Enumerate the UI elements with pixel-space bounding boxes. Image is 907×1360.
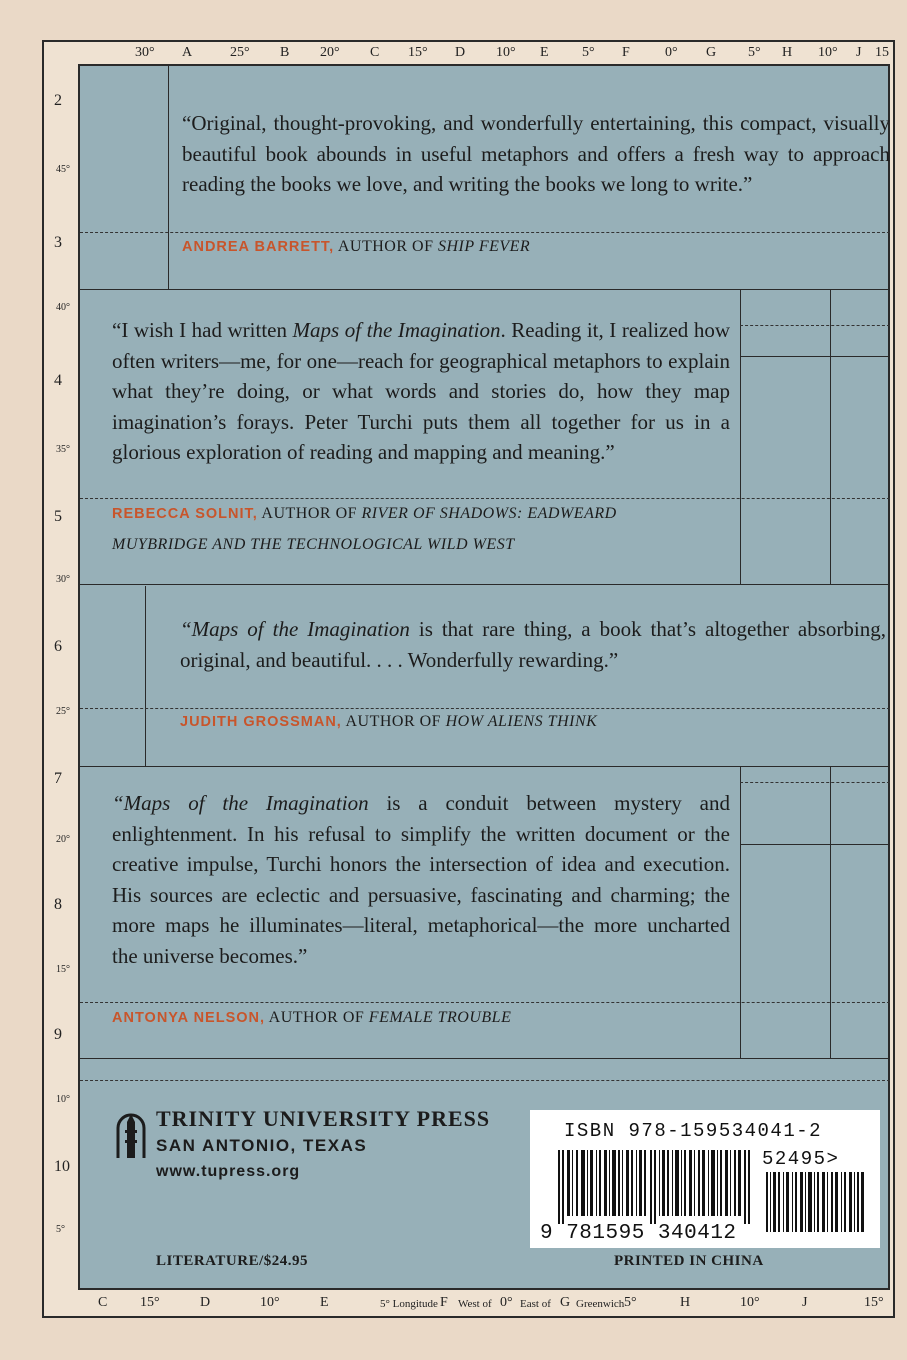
ruler-label: 5° Longitude — [380, 1298, 438, 1310]
grid-line — [145, 586, 146, 766]
ruler-label: 5° — [582, 45, 595, 60]
blurb-work-title: MUYBRIDGE AND THE TECHNOLOGICAL WILD WEST — [112, 536, 515, 553]
blurb-quote — [112, 788, 730, 971]
dashed-parallel — [80, 232, 890, 233]
blurb-author-of: AUTHOR OF — [261, 505, 358, 522]
blurb-work-title: SHIP FEVER — [437, 238, 531, 255]
blurb-attribution — [112, 505, 617, 523]
blurb-author-of: AUTHOR OF — [268, 1009, 365, 1026]
dashed-parallel — [80, 1080, 890, 1081]
bottom-longitude-ruler — [80, 1292, 890, 1314]
ruler-label: C — [98, 1295, 108, 1310]
grid-line — [740, 356, 890, 357]
ruler-label: Greenwich — [576, 1298, 625, 1310]
ruler-number: 2 — [54, 92, 62, 109]
top-longitude-ruler — [80, 42, 890, 64]
ruler-label: 0° — [665, 45, 678, 60]
ruler-label: 15° — [140, 1295, 160, 1310]
ruler-label: 10° — [260, 1295, 280, 1310]
blurb-work-title: FEMALE TROUBLE — [368, 1009, 512, 1026]
left-latitude-ruler — [44, 64, 78, 1290]
ruler-label: 0° — [500, 1295, 513, 1310]
ruler-label: 5° — [748, 45, 761, 60]
grid-line — [830, 766, 831, 1058]
publisher-city: SAN ANTONIO, TEXAS — [156, 1136, 368, 1155]
ruler-label: G — [706, 45, 717, 60]
grid-line — [168, 66, 169, 289]
blurb-attribution — [182, 238, 530, 256]
ruler-label: 10° — [496, 45, 516, 60]
ruler-label: H — [782, 45, 793, 60]
ruler-number: 4 — [54, 372, 62, 389]
ruler-label: H — [680, 1295, 691, 1310]
quote-text: is a conduit between mystery and enlightenment. In his refusal to simplify the written document or the creative impulse, Turchi honors the intersection of idea and execution. His sources are eclectic and persuasive, fascinating and charming; the more maps he illuminates—literal, metaphorical—the more uncharted the universe becomes.” — [112, 791, 730, 968]
ruler-label: 15° — [864, 1295, 884, 1310]
ruler-degree: 35° — [56, 444, 70, 455]
blurb-author-of: AUTHOR OF — [345, 713, 442, 730]
blurb-attribution-line2 — [112, 536, 515, 554]
ruler-label: D — [200, 1295, 211, 1310]
grid-line — [830, 290, 831, 584]
ruler-label: D — [455, 45, 466, 60]
tower-logo-icon — [112, 1110, 150, 1160]
quote-text: is that rare thing, a book that’s altogether absorbing, original, and beautiful. . . . Wonderfully rewarding.” — [180, 617, 887, 672]
grid-line — [740, 844, 890, 845]
blurb-quote: “Original, thought-provoking, and wonderfully entertaining, this compact, visually beautiful book abounds in useful metaphors and offers a fresh way to approach reading the books we love, and writing the books we long to write.” — [182, 111, 890, 196]
grid-line — [740, 290, 741, 584]
printed-in: PRINTED IN CHINA — [614, 1253, 764, 1269]
publisher-name: TRINITY UNIVERSITY PRESS — [156, 1106, 491, 1131]
quote-book-title: “Maps of the Imagination — [112, 791, 369, 815]
ruler-degree: 15° — [56, 964, 70, 975]
ruler-degree: 5° — [56, 1224, 65, 1235]
grid-line — [80, 289, 890, 290]
dashed-parallel — [80, 498, 890, 499]
ruler-label: J — [856, 45, 862, 60]
ruler-label: 10° — [818, 45, 838, 60]
ruler-degree: 25° — [56, 706, 70, 717]
ruler-number: 7 — [54, 770, 62, 787]
grid-line — [80, 766, 890, 767]
isbn-barcode — [530, 1110, 880, 1248]
ruler-number: 3 — [54, 234, 62, 251]
ruler-degree: 20° — [56, 834, 70, 845]
ruler-degree: 10° — [56, 1094, 70, 1105]
ruler-label: B — [280, 45, 290, 60]
quote-text: “I wish I had written — [112, 318, 293, 342]
blurb-author-of: AUTHOR OF — [337, 238, 434, 255]
ruler-number: 10 — [54, 1158, 70, 1175]
ruler-label: A — [182, 45, 193, 60]
blurb-attribution — [180, 713, 597, 731]
ruler-label: G — [560, 1295, 571, 1310]
ruler-label: 25° — [230, 45, 250, 60]
ruler-degree: 30° — [56, 574, 70, 585]
quote-book-title: Maps of the Imagination — [292, 318, 501, 342]
ruler-label: 15° — [408, 45, 428, 60]
grid-line — [80, 1058, 890, 1059]
blurb-quote — [112, 315, 730, 468]
ruler-label: 15 — [875, 45, 889, 60]
ruler-label: C — [370, 45, 380, 60]
ruler-label: E — [320, 1295, 329, 1310]
ruler-label: West of — [458, 1298, 492, 1310]
barcode-price-code: 52495> — [762, 1148, 840, 1170]
dashed-parallel — [740, 325, 890, 326]
ruler-number: 9 — [54, 1026, 62, 1043]
isbn-number: ISBN 978-159534041-2 — [564, 1120, 823, 1142]
barcode-digits: 9 781595 340412 — [540, 1222, 737, 1245]
quote-text: . Reading it, I realized how often writers—me, for one—reach for geographical metaphors to explain what they’re doing, or what words and stories do, how they map imagination’s forays. Peter Turchi puts them all together for us in a glorious exploration of reading and mapping and meaning.” — [112, 318, 730, 464]
blurb-author-name: JUDITH GROSSMAN, — [180, 714, 342, 730]
blurb-work-title: RIVER OF SHADOWS: EADWEARD — [361, 505, 617, 522]
ruler-label: 20° — [320, 45, 340, 60]
grid-line — [80, 584, 890, 585]
dashed-parallel — [80, 708, 890, 709]
ruler-label: J — [802, 1295, 808, 1310]
ruler-number: 5 — [54, 508, 62, 525]
barcode-main-bars — [558, 1150, 758, 1224]
blurb-work-title: HOW ALIENS THINK — [445, 713, 598, 730]
dashed-parallel — [80, 1002, 890, 1003]
ruler-label: 10° — [740, 1295, 760, 1310]
ruler-number: 8 — [54, 896, 62, 913]
blurb-author-name: REBECCA SOLNIT, — [112, 506, 258, 522]
ruler-label: E — [540, 45, 549, 60]
blurb-quote — [180, 614, 886, 675]
ruler-label: 5° — [624, 1295, 637, 1310]
blurb-author-name: ANDREA BARRETT, — [182, 239, 335, 255]
dashed-parallel — [740, 782, 890, 783]
ruler-degree: 45° — [56, 164, 70, 175]
ruler-number: 6 — [54, 638, 62, 655]
ruler-label: F — [440, 1295, 448, 1310]
category-price: LITERATURE/$24.95 — [156, 1253, 308, 1269]
ruler-label: F — [622, 45, 630, 60]
quote-book-title: “Maps of the Imagination — [180, 617, 410, 641]
ruler-label: 30° — [135, 45, 155, 60]
ruler-degree: 40° — [56, 302, 70, 313]
blurb-attribution — [112, 1009, 511, 1027]
publisher-url[interactable]: www.tupress.org — [156, 1163, 301, 1180]
blurb-author-name: ANTONYA NELSON, — [112, 1010, 266, 1026]
barcode-addon-bars — [766, 1172, 866, 1232]
grid-line — [740, 766, 741, 1058]
ruler-label: East of — [520, 1298, 551, 1310]
